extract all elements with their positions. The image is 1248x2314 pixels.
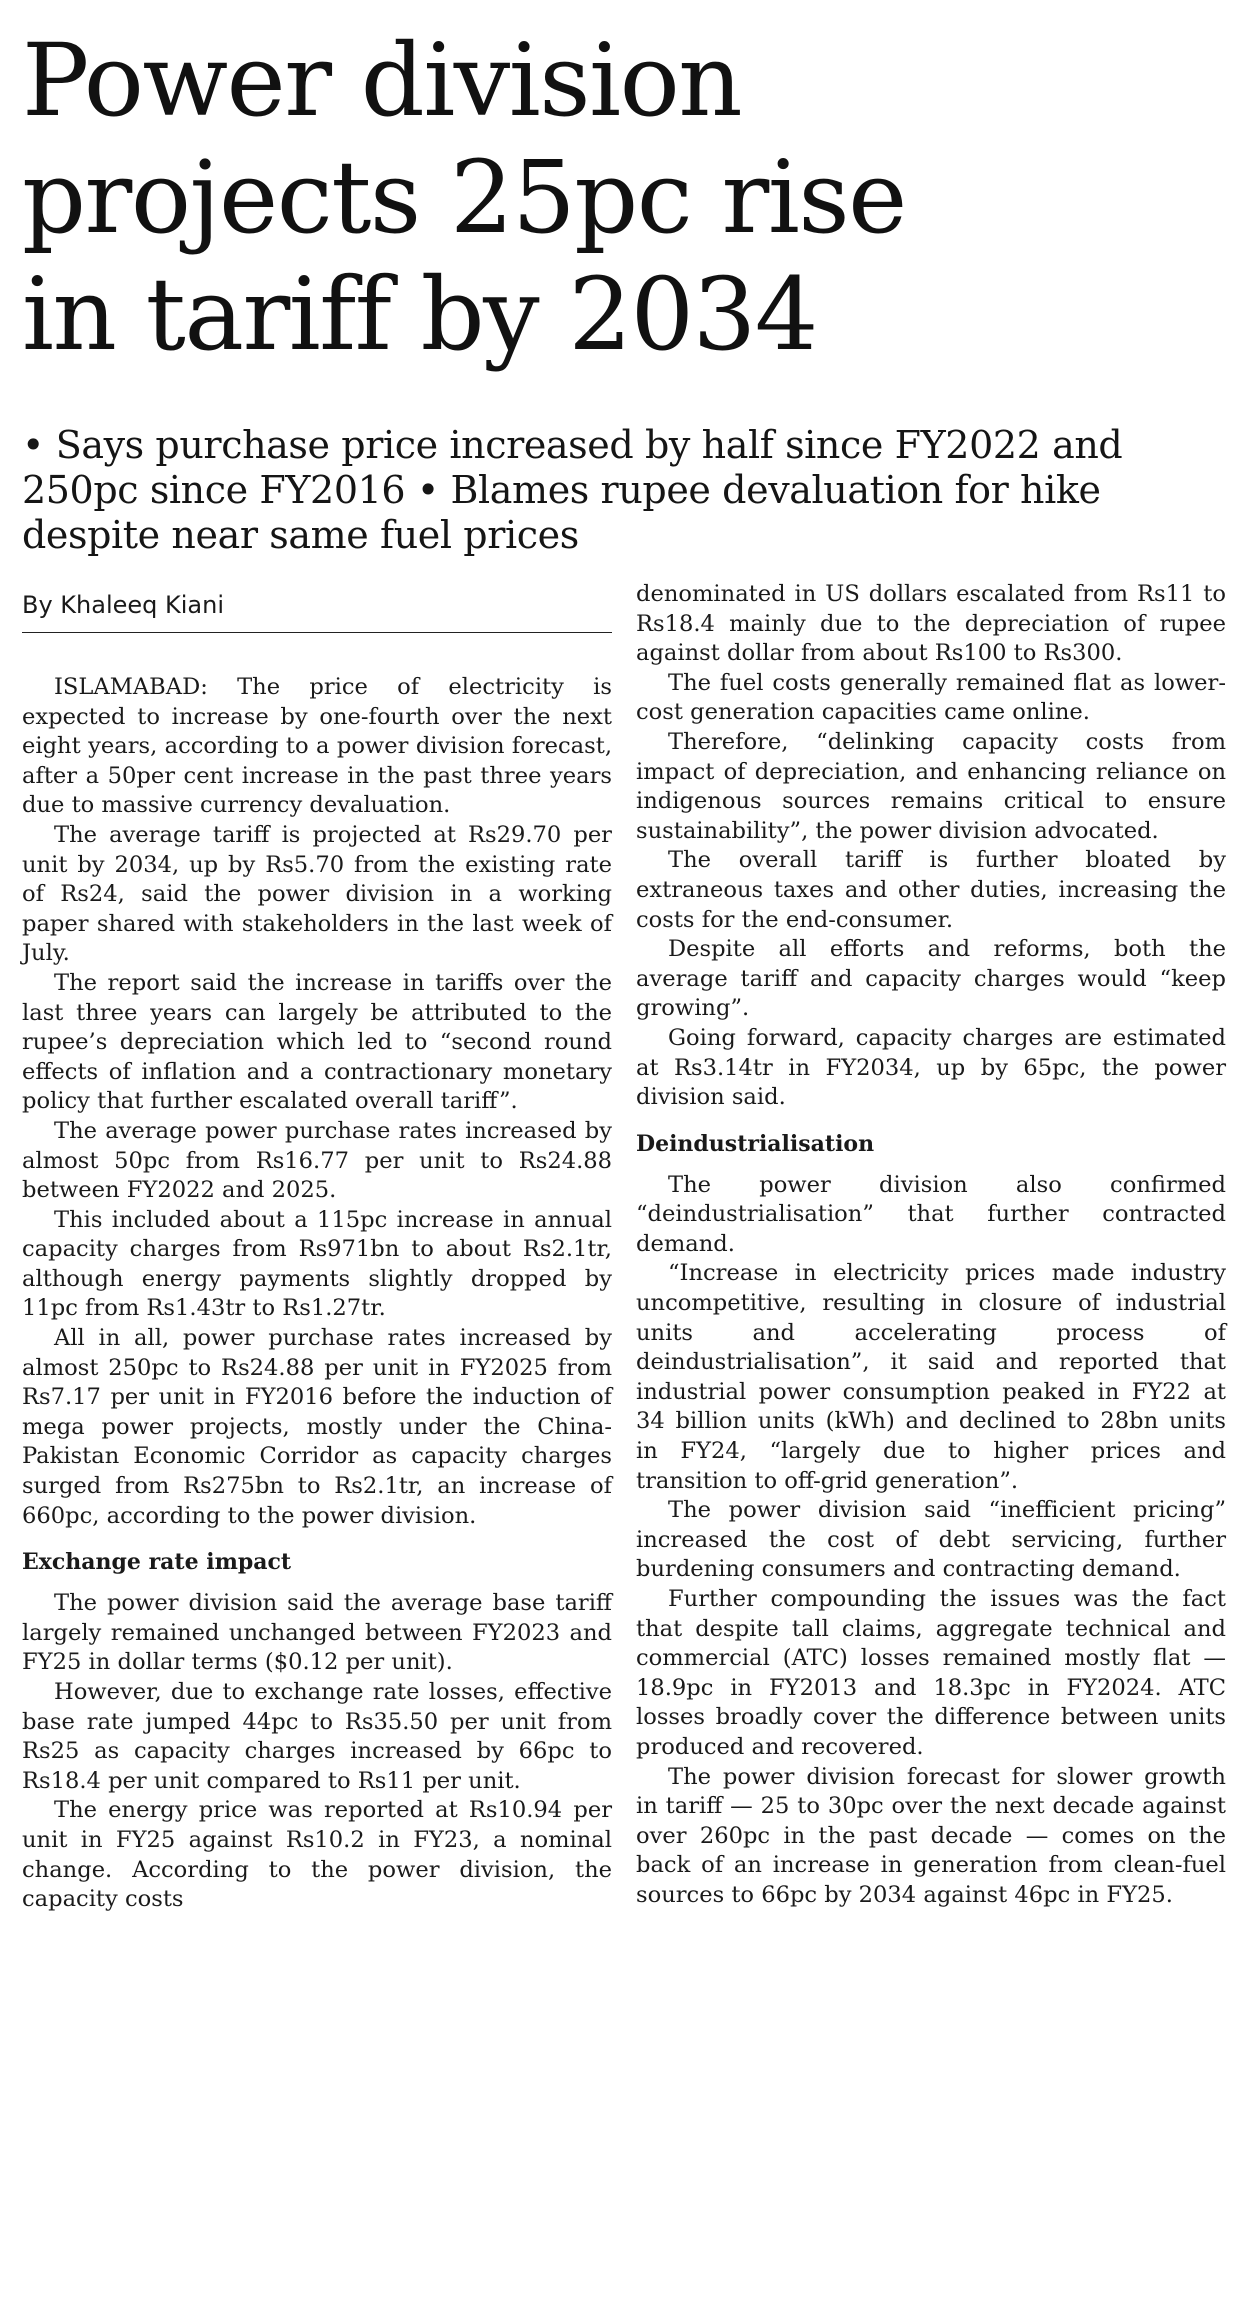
paragraph: The power division also confirmed “deindustrialisation” that further contracted demand. [636, 1171, 1226, 1257]
paragraph: The energy price was reported at Rs10.94 per unit in FY25 against Rs10.2 in FY23, a nominal change. According to the power division, the capacity costs [22, 1797, 612, 1913]
deck-line-1: • Says purchase price increased by half since FY2022 and [22, 423, 1123, 467]
paragraph: “Increase in electricity prices made industry uncompetitive, resulting in closure of industrial units and accelerating process of deindustrialisation”, it said and reported that industrial power consumption peaked in FY22 at 34 billion units (kWh) and declined to 28bn units in FY24, “largely due to higher prices and transition to off-grid generation”. [636, 1260, 1226, 1494]
deck-summary [22, 423, 1226, 558]
paragraph: The report said the increase in tariffs over the last three years can largely be attributed to the rupee’s depreciation which led to “second round effects of inflation and a contractionary monetary policy that further escalated overall tariff”. [22, 969, 612, 1115]
paragraph: The power division said “inefficient pricing” increased the cost of debt servicing, further burdening consumers and contracting demand. [636, 1497, 1226, 1583]
article-body [22, 580, 1226, 1915]
headline [22, 22, 1226, 373]
paragraph-continued: denominated in US dollars escalated from Rs11 to Rs18.4 mainly due to the depreciation of rupee against dollar from about Rs100 to Rs300. [636, 581, 1226, 667]
headline-line-3: in tariff by 2034 [22, 256, 817, 373]
paragraph: The average power purchase rates increased by almost 50pc from Rs16.77 per unit to Rs24.88 between FY2022 and 2025. [22, 1117, 612, 1204]
column-left [22, 580, 612, 1915]
deck-line-2: 250pc since FY2016 • Blames rupee devaluation for hike [22, 468, 1101, 512]
paragraph: All in all, power purchase rates increased by almost 250pc to Rs24.88 per unit in FY2025 from Rs7.17 per unit in FY2016 before the induction of mega power projects, mostly under the China-Pakistan Economic Corridor as capacity charges surged from Rs275bn to Rs2.1tr, an increase of 660pc, according to the power division. [22, 1325, 612, 1529]
paragraph: The average tariff is projected at Rs29.70 per unit by 2034, up by Rs5.70 from the existing rate of Rs24, said the power division in a working paper shared with stakeholders in the last week of July. [22, 821, 612, 967]
paragraph: Despite all efforts and reforms, both the average tariff and capacity charges would “keep growing”. [636, 936, 1226, 1022]
paragraph: The fuel costs generally remained flat as lower-cost generation capacities came online. [636, 669, 1226, 726]
paragraph: Therefore, “delinking capacity costs from impact of depreciation, and enhancing reliance on indigenous sources remains critical to ensure sustainability”, the power division advocated. [636, 728, 1226, 844]
headline-line-2: projects 25pc rise [22, 139, 906, 256]
paragraph: ISLAMABAD: The price of electricity is expected to increase by one-fourth over the next eight years, according to a power division forecast, after a 50per cent increase in the past three years due to massive currency devaluation. [22, 674, 612, 819]
byline: By Khaleeq Kiani [22, 580, 612, 633]
column-right [636, 580, 1226, 1915]
paragraph: Going forward, capacity charges are estimated at Rs3.14tr in FY2034, up by 65pc, the power division said. [636, 1024, 1226, 1111]
paragraph: This included about a 115pc increase in annual capacity charges from Rs971bn to about Rs2.1tr, although energy payments slightly dropped by 11pc from Rs1.43tr to Rs1.27tr. [22, 1206, 612, 1322]
subheading-exchange-rate: Exchange rate impact [22, 1549, 292, 1576]
paragraph: The power division said the average base tariff largely remained unchanged between FY2023 and FY25 in dollar terms ($0.12 per unit). [22, 1590, 612, 1676]
paragraph: Further compounding the issues was the fact that despite tall claims, aggregate technical and commercial (ATC) losses remained mostly flat — 18.9pc in FY2013 and 18.3pc in FY2024. ATC losses broadly cover the difference between units produced and recovered. [636, 1586, 1226, 1760]
headline-line-1: Power division [22, 22, 742, 139]
paragraph: The power division forecast for slower growth in tariff — 25 to 30pc over the next decade against over 260pc in the past decade — comes on the back of an increase in generation from clean-fuel sources to 66pc by 2034 against 46pc in FY25. [636, 1763, 1226, 1908]
deck-line-3: despite near same fuel prices [22, 513, 579, 557]
subheading-deindustrialisation: Deindustrialisation [636, 1130, 875, 1157]
paragraph: The overall tariff is further bloated by extraneous taxes and other duties, increasing the costs for the end-consumer. [636, 847, 1226, 933]
paragraph: However, due to exchange rate losses, effective base rate jumped 44pc to Rs35.50 per unit from Rs25 as capacity charges increased by 66pc to Rs18.4 per unit compared to Rs11 per unit. [22, 1679, 612, 1794]
